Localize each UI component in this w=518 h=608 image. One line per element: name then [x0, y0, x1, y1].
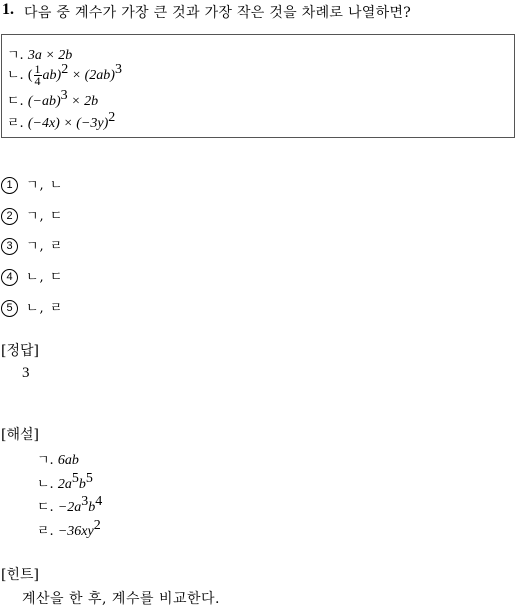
solution-label: ㄹ.	[37, 524, 54, 539]
condition-paren: (	[27, 68, 33, 83]
condition-expression-tail: × 2b	[67, 94, 99, 109]
choice-text: ㄱ, ㄷ	[26, 209, 64, 224]
condition-expression: (−ab)	[27, 94, 61, 109]
exponent: 5	[71, 471, 79, 486]
choice-number: 5	[1, 300, 18, 317]
solution-label: ㄷ.	[37, 500, 54, 515]
choice-number: 2	[1, 208, 18, 225]
exponent: 4	[95, 494, 103, 509]
condition-expression: 3a × 2b	[27, 48, 73, 63]
solution-item-a	[37, 449, 79, 469]
choice-3[interactable]	[1, 235, 63, 255]
exponent: 2	[61, 62, 69, 77]
choice-4[interactable]	[1, 266, 63, 286]
fraction	[34, 64, 42, 87]
condition-label: ㄹ.	[7, 116, 24, 131]
condition-expression: (−4x) × (−3y)	[27, 116, 109, 131]
question-text: 다음 중 계수가 가장 큰 것과 가장 작은 것을 차례로 나열하면?	[24, 5, 412, 21]
choice-number: 4	[1, 269, 18, 286]
solution-label: ㄴ.	[37, 477, 54, 492]
solution-item-b	[37, 473, 93, 493]
condition-label: ㄱ.	[7, 48, 24, 63]
exponent: 3	[114, 62, 122, 77]
solution-expression: −2a	[57, 500, 82, 515]
answer-value: 3	[22, 365, 30, 381]
condition-expression: ab)	[42, 68, 62, 83]
hint-text: 계산을 한 후, 계수를 비교한다.	[22, 591, 220, 607]
solution-expression-tail: b	[88, 500, 96, 515]
condition-c	[7, 90, 98, 110]
choice-5[interactable]	[1, 297, 63, 317]
condition-label: ㄴ.	[7, 68, 24, 83]
question-number: 1.	[2, 1, 14, 18]
solution-expression: −36xy	[57, 524, 94, 539]
choice-number: 3	[1, 238, 18, 255]
solution-item-c	[37, 496, 102, 516]
choice-1[interactable]	[1, 174, 63, 194]
solution-expression: 2a	[57, 477, 72, 492]
exponent: 3	[81, 494, 89, 509]
condition-d	[7, 112, 115, 132]
fraction-denominator: 4	[34, 74, 41, 88]
exponent: 5	[85, 471, 93, 486]
conditions-box	[1, 34, 515, 138]
choice-text: ㄴ, ㄹ	[26, 301, 64, 316]
choice-2[interactable]	[1, 205, 63, 225]
solution-label: ㄱ.	[37, 453, 54, 468]
exponent: 3	[60, 88, 68, 103]
solution-expression-tail: b	[78, 477, 86, 492]
solution-heading: [해설]	[1, 427, 39, 443]
condition-a	[7, 44, 72, 64]
choice-text: ㄴ, ㄷ	[26, 270, 64, 285]
condition-expression-tail: × (2ab)	[68, 68, 115, 83]
fraction-numerator: 1	[34, 62, 41, 76]
choice-number: 1	[1, 177, 18, 194]
choice-text: ㄱ, ㄴ	[26, 178, 64, 193]
exponent: 2	[108, 110, 116, 125]
condition-label: ㄷ.	[7, 94, 24, 109]
condition-b	[7, 64, 122, 87]
solution-expression: 6ab	[57, 453, 79, 468]
answer-heading: [정답]	[1, 343, 39, 359]
solution-item-d	[37, 520, 101, 540]
exponent: 2	[93, 518, 101, 533]
hint-heading: [힌트]	[1, 567, 39, 583]
choice-text: ㄱ, ㄹ	[26, 239, 64, 254]
